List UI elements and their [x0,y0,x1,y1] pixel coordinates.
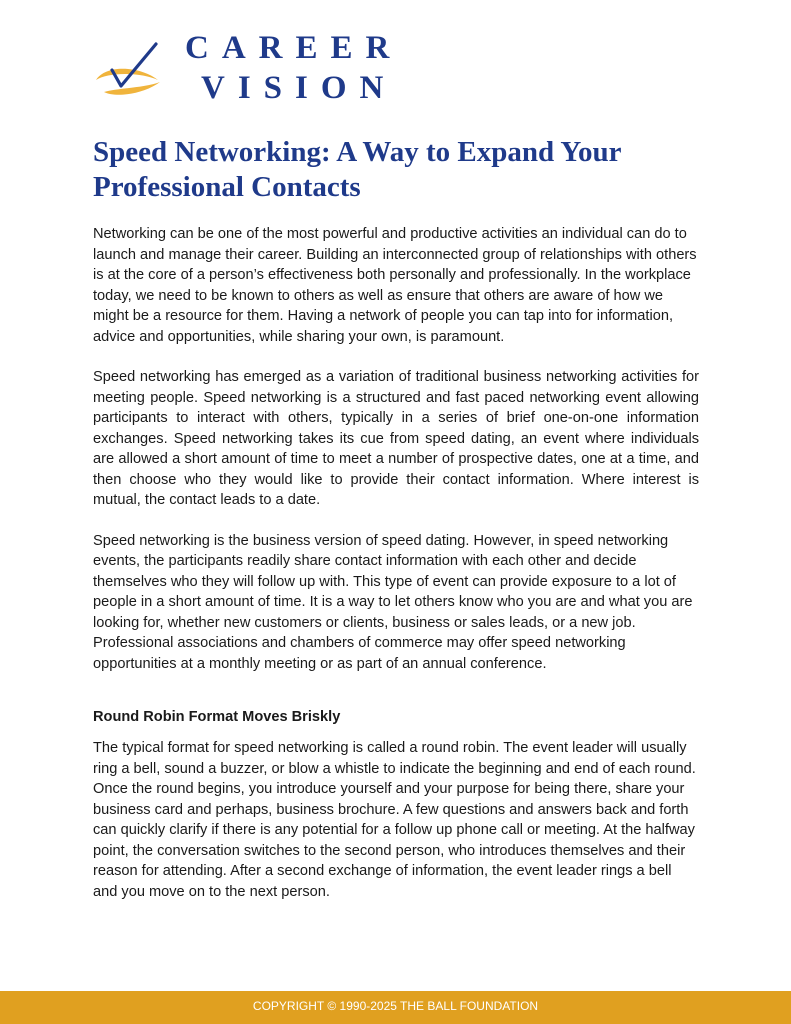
footer-bar [0,991,791,1024]
logo-line-1: CAREER [185,30,403,66]
page-title: Speed Networking: A Way to Expand Your Professional Contacts [93,136,622,203]
checkmark-swoosh-icon [94,40,164,100]
paragraph-speed-networking: Speed networking has emerged as a variation of traditional business networking activities for meeting people. Speed networking is a structured and fast paced networking event allowing participants to interact with others, typically in a series of brief one-on-one information exchanges. Speed networking takes its cue from speed dating, an event where individuals are allowed a short amount of time to meet a number of prospective dates, one at a time, and then choose who they would like to provide their contact information. Where interest is mutual, the contact leads to a date. [93,369,699,508]
logo-wordmark [185,28,402,108]
paragraph-round-robin: The typical format for speed networking is called a round robin. The event leader will usually ring a bell, sound a buzzer, or blow a whistle to indicate the beginning and end of each round. Once the round begins, you introduce yourself and your purpose for being there, share your business card and perhaps, business brochure. A few questions and answers back and forth can quickly clarify if there is any potential for a follow up phone call or meeting. At the halfway point, the conversation switches to the second person, who introduces themselves and their reason for attending. After a second exchange of information, the event leader rings a bell and you move on to the next person. [93,740,696,900]
logo-line-2: VISION [201,70,397,106]
section-heading: Round Robin Format Moves Briskly [93,709,341,725]
article-body [93,224,699,922]
paragraph-business-version: Speed networking is the business version of speed dating. However, in speed networking events, the participants readily share contact information with each other and decide themselves who they will follow up with. This type of event can provide exposure to a lot of people in a short amount of time. It is a way to let others know who you are and what you are looking for, whether new customers or clients, business or sales leads, or a new job. Professional associations and chambers of commerce may offer speed networking opportunities at a monthly meeting or as part of an annual conference. [93,532,693,672]
copyright-text: COPYRIGHT © 1990-2025 THE BALL FOUNDATION [252,999,539,1013]
paragraph-intro: Networking can be one of the most powerful and productive activities an individual can do to launch and manage their career. Building an interconnected group of relationships with others is at the core of a person’s effectiveness both personally and professionally. In the workplace today, we need to be known to others as well as ensure that others are aware of how we might be a resource for them. Having a network of people you can tap into for information, advice and opportunities, while sharing your own, is paramount. [93,226,697,345]
